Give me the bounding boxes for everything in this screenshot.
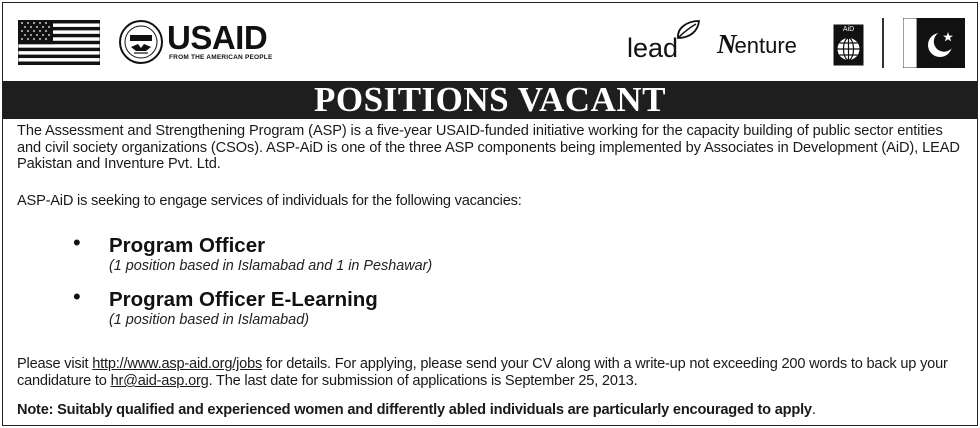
bullet: • — [73, 284, 81, 309]
us-flag-icon — [18, 20, 100, 65]
jobs-link[interactable]: http://www.asp-aid.org/jobs — [92, 356, 263, 372]
lead-wordmark: lead — [627, 33, 679, 63]
note-end: . — [811, 402, 816, 418]
inventure-wordmark: enture — [734, 33, 797, 58]
position-detail: (1 position based in Islamabad and 1 in Peshawar) — [109, 258, 433, 274]
usaid-wordmark: USAID — [167, 19, 268, 56]
usaid-tagline: FROM THE AMERICAN PEOPLE — [169, 54, 273, 61]
logo-divider — [882, 18, 884, 68]
pakistan-flag-icon — [903, 18, 965, 68]
closing-text: for details. For applying, please send your CV along with a write-up not exceeding 200 words to back up your candidature to — [17, 356, 948, 389]
closing-text: Please visit — [17, 356, 93, 372]
inventure-mark: N — [717, 29, 735, 59]
intro-paragraph: The Assessment and Strengthening Program (ASP) is a five-year USAID-funded initiative working for the capacity building of public sector entities and civil society organizations (CSOs). ASP-AiD is one of the three ASP components being implemented by Associates in Development (AiD), LEAD Pakistan and Inventure Pvt. Ltd. — [17, 123, 960, 172]
note-text: Note: Suitably qualified and experienced women and differently abled individuals are particularly encouraged to apply — [17, 402, 812, 418]
logo-header — [3, 3, 977, 79]
bullet: • — [73, 230, 81, 255]
job-advertisement — [2, 2, 978, 426]
position-title: Program Officer — [109, 234, 266, 257]
inventure-logo — [717, 29, 797, 60]
note-paragraph — [17, 402, 977, 419]
email-link[interactable]: hr@aid-asp.org — [110, 373, 209, 389]
usaid-seal-icon — [119, 20, 163, 64]
aid-mark: AiD — [842, 26, 855, 33]
title-bar — [3, 81, 977, 119]
closing-paragraph — [17, 356, 969, 390]
leaf-icon — [675, 19, 701, 41]
seeking-paragraph: ASP-AiD is seeking to engage services of individuals for the following vacancies: — [17, 193, 522, 209]
position-detail: (1 position based in Islamabad) — [109, 312, 309, 328]
page-title: POSITIONS VACANT — [314, 80, 666, 119]
position-title: Program Officer E-Learning — [109, 288, 378, 311]
closing-text: . The last date for submission of applications is September 25, 2013. — [208, 373, 638, 389]
